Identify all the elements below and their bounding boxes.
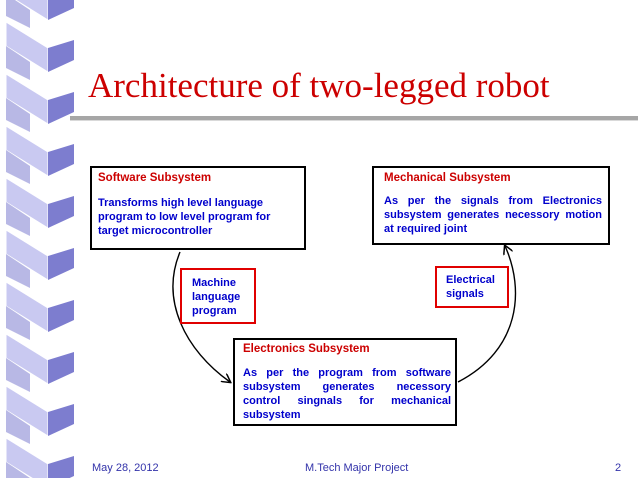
mechanical-subsystem-description: As per the signals from Electronics subsystem generates necessory motion at required joint [384,195,602,235]
electrical-signals-text: Electrical signals [446,274,495,300]
machine-language-program-label [180,268,256,324]
footer-date: May 28, 2012 [92,462,159,474]
software-subsystem-description: Transforms high level language program to low level program for target microcontroller [98,197,271,237]
footer-project: M.Tech Major Project [305,462,409,474]
software-subsystem-box [90,166,306,250]
electronics-subsystem-title: Electronics Subsystem [243,343,370,355]
electrical-signals-label [435,266,509,308]
software-subsystem-title: Software Subsystem [98,172,212,184]
slide-title: Architecture of two-legged robot [88,66,550,105]
mechanical-subsystem-box [372,166,610,245]
machine-language-program-text: Machine language program [192,277,241,317]
electronics-subsystem-description: As per the program from software subsystem generates necessory control singnals for mechanical subsystem [243,367,451,421]
mechanical-subsystem-title: Mechanical Subsystem [384,172,511,184]
electronics-subsystem-box [233,338,457,426]
footer-page-number: 2 [615,462,622,474]
